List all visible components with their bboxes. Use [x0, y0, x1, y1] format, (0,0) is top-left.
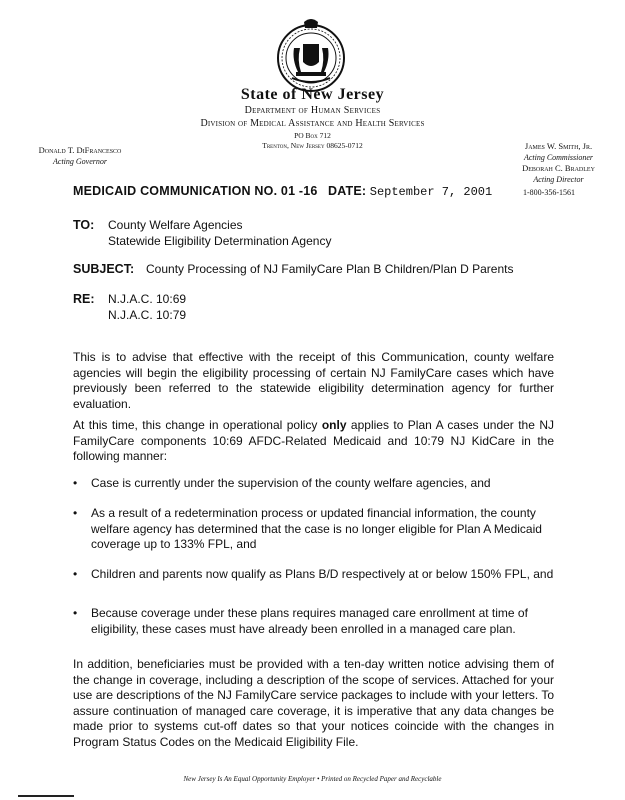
subject-label: SUBJECT:: [73, 262, 135, 276]
bullet-marker: •: [73, 606, 78, 620]
re-label: RE:: [73, 292, 95, 306]
governor-title: Acting Governor: [53, 157, 107, 166]
to-recipient-1: County Welfare Agencies: [108, 218, 243, 232]
po-box: PO Box 712: [294, 131, 331, 140]
p2-text-start: At this time, this change in operational policy: [73, 418, 322, 432]
director-name: Deborah C. Bradley: [522, 163, 595, 173]
bullet-item-1: Case is currently under the supervision of the county welfare agencies, and: [91, 476, 491, 490]
body-paragraph-1: This is to advise that effective with the receipt of this Communication, county welfare agencies will begin the eligibility processing of certain NJ FamilyCare cases which have previously been referred to the statewide eligibility determination agency for further evaluation.: [73, 350, 554, 411]
date-label: DATE:: [328, 184, 367, 198]
communication-number: MEDICAID COMMUNICATION NO. 01 -16: [73, 184, 318, 198]
p2-emphasis: only: [321, 418, 347, 432]
body-paragraph-2: [73, 418, 554, 465]
commissioner-name: James W. Smith, Jr.: [524, 141, 593, 151]
commissioner-title: Acting Commissioner: [523, 153, 594, 162]
footer-note: New Jersey Is An Equal Opportunity Employer • Printed on Recycled Paper and Recyclable: [183, 775, 442, 783]
division-name: Division of Medical Assistance and Health Services: [200, 118, 425, 129]
bullet-marker: •: [73, 506, 78, 520]
phone-number: 1-800-356-1561: [523, 188, 575, 197]
bullet-marker: •: [73, 476, 78, 490]
body-paragraph-3: In addition, beneficiaries must be provided with a ten-day written notice advising them of the change in coverage, including a description of the scope of services. Attached for your use are descriptions of the NJ FamilyCare service packages to include with your letters. To assure continuation of managed care coverage, it is imperative that any data changes be made prior to systems cut-off dates so that your notices coincide with the changes in Program Status Codes on the Medicaid Eligibility File.: [73, 657, 554, 749]
re-citation-1: N.J.A.C. 10:69: [108, 292, 187, 306]
bullet-item-2: As a result of a redetermination process or updated financial information, the county welfare agency has determined that the case is no longer eligible for Plan A Medicaid coverage up to 133% FPL, and: [91, 506, 542, 551]
director-title: Acting Director: [533, 175, 584, 184]
bullet-item-4: Because coverage under these plans requires managed care enrollment at time of eligibility, these cases must have already been enrolled in a managed care plan.: [91, 606, 528, 636]
governor-block: [18, 145, 142, 167]
state-title: State of New Jersey: [240, 86, 385, 103]
to-label: TO:: [73, 218, 95, 232]
to-recipient-2: Statewide Eligibility Determination Agency: [108, 234, 332, 248]
bullet-item-3: Children and parents now qualify as Plans B/D respectively at or below 150% FPL, and: [91, 567, 554, 581]
re-citation-2: N.J.A.C. 10:79: [108, 308, 187, 322]
governor-name: Donald T. DiFrancesco: [38, 145, 122, 155]
department-name: Department of Human Services: [244, 105, 381, 116]
bottom-rule: [18, 795, 74, 797]
communication-date: September 7, 2001: [369, 185, 493, 199]
mailing-address: Trenton, New Jersey 08625-0712: [262, 141, 363, 150]
communication-line: [73, 184, 513, 199]
state-seal-icon: [274, 14, 348, 94]
subject-text: County Processing of NJ FamilyCare Plan B Children/Plan D Parents: [146, 262, 514, 276]
p2-text-end: applies to Plan A cases under the NJ FamilyCare components 10:69 AFDC-Related Medicaid and 10:79 NJ KidCare in the following manner:: [73, 418, 554, 463]
officials-block: [496, 141, 621, 185]
bullet-marker: •: [73, 567, 78, 581]
